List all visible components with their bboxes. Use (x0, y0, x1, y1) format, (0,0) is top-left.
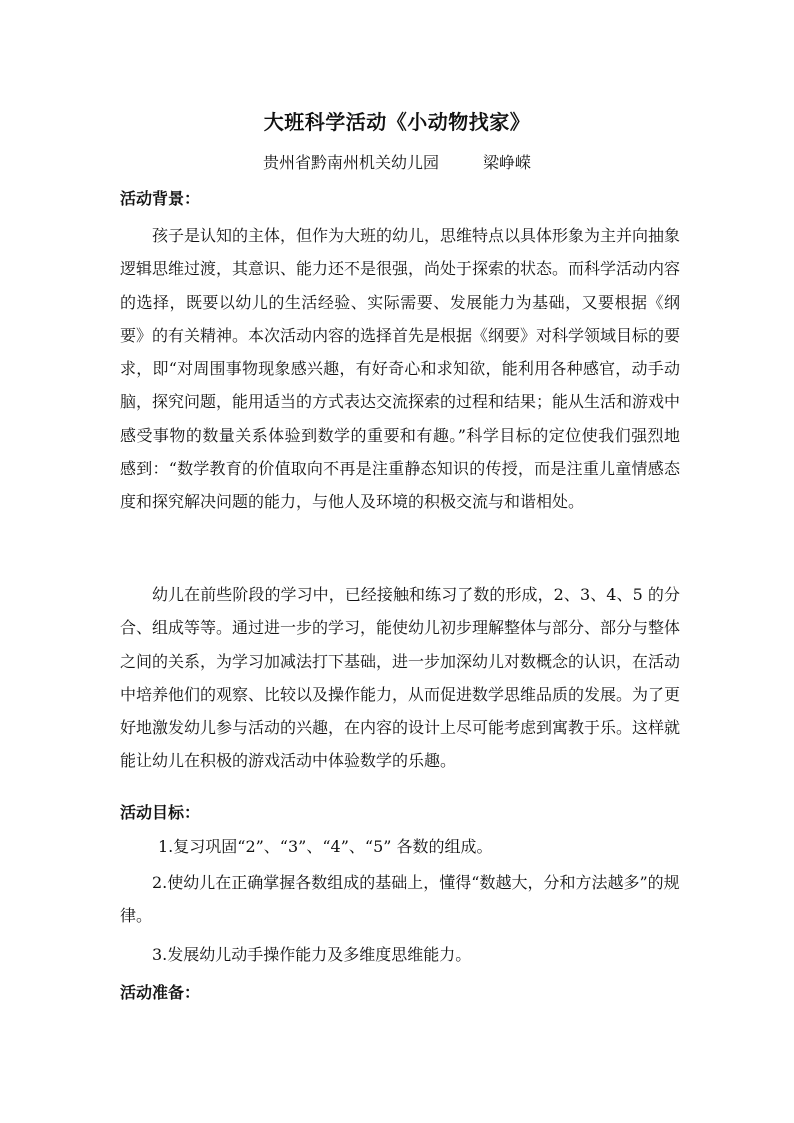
goal-item-2: 2.使幼儿在正确掌握各数组成的基础上，懂得“数越大，分和方法越多”的规律。 (120, 873, 680, 926)
section-heading-goals: 活动目标： (120, 803, 201, 822)
background-paragraph-1: 孩子是认知的主体，但作为大班的幼儿，思维特点以具体形象为主并向抽象逻辑思维过渡，其意识、能力还不是很强，尚处于探索的状态。而科学活动内容的选择，既要以幼儿的生活经验、实际需要、发展能力为基础，又要根据《纲要》的有关精神。本次活动内容的选择首先是根据《纲要》对科学领域目标的要求，即“对周围事物现象感兴趣，有好奇心和求知欲，能利用各种感官，动手动脑，探究问题，能用适当的方式表达交流探索的过程和结果；能从生活和游戏中感受事物的数量关系体验到数学的重要和有趣。”科学目标的定位使我们强烈地感到：“数学教育的价值取向不再是注重静态知识的传授，而是注重儿童情感态度和探究解决问题的能力，与他人及环境的积极交流与和谐相处。 (120, 226, 681, 512)
document-title: 大班科学活动《小动物找家》 (263, 110, 531, 134)
background-paragraph-2: 幼儿在前些阶段的学习中，已经接触和练习了数的形成，2、3、4、5 的分合、组成等等。通过进一步的学习，能使幼儿初步理解整体与部分、部分与整体之间的关系，为学习加减法打下基础，进一步加深幼儿对数概念的认识，在活动中培养他们的观察、比较以及操作能力，从而促进数学思维品质的发展。为了更好地激发幼儿参与活动的兴趣，在内容的设计上尽可能考虑到寓教于乐。这样就能让幼儿在积极的游戏活动中体验数学的乐趣。 (120, 585, 681, 771)
section-heading-background: 活动背景： (120, 189, 201, 208)
section-heading-preparation: 活动准备： (120, 983, 201, 1002)
author-line (0, 150, 794, 173)
goal-item-3: 3.发展幼儿动手操作能力及多维度思维能力。 (152, 945, 472, 964)
author-name: 梁峥嵘 (483, 153, 532, 172)
organization: 贵州省黔南州机关幼儿园 (262, 153, 439, 172)
goal-item-1: 1.复习巩固“2”、“3”、“4”、“5” 各数的组成。 (158, 837, 493, 856)
